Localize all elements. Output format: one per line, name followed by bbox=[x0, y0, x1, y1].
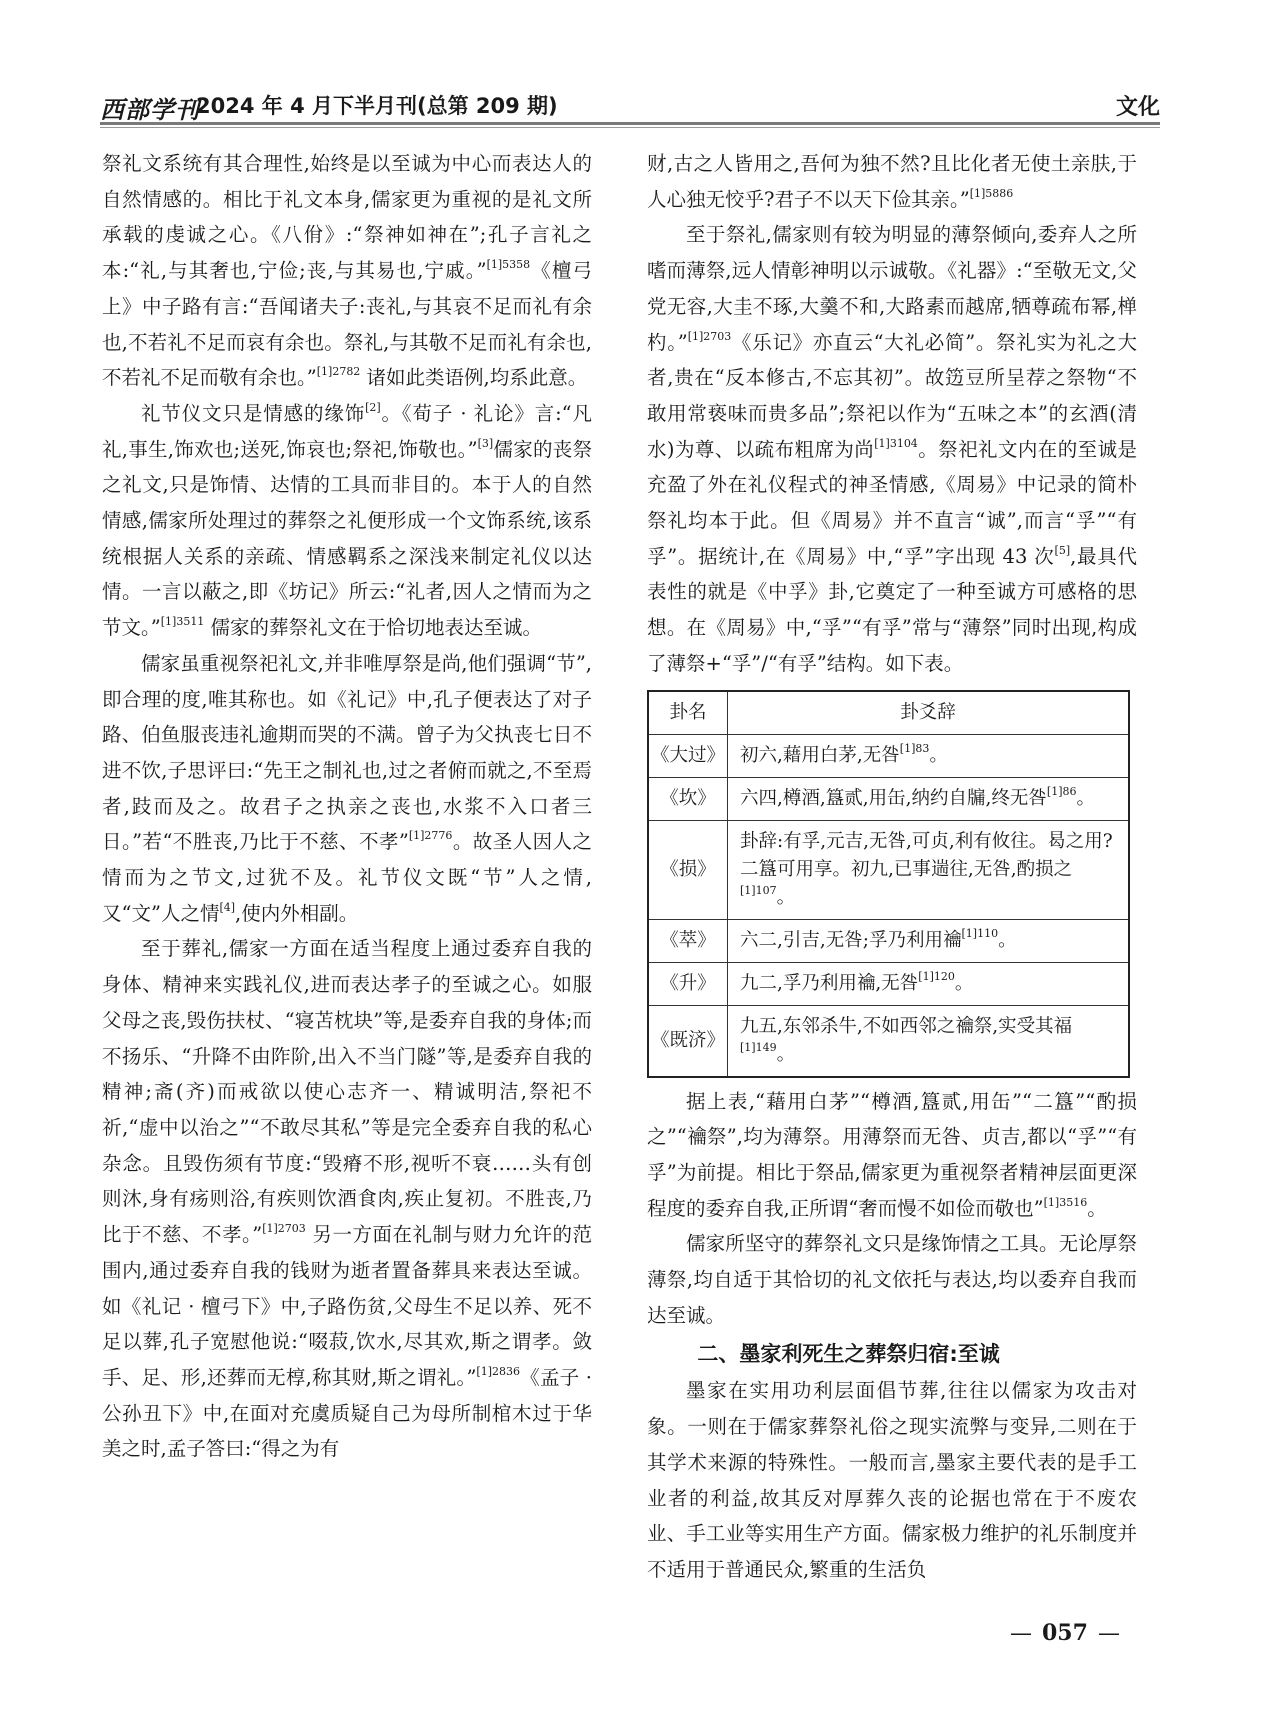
paragraph-text: 《檀弓上》中子路有言:“吾闻诸夫子:丧礼,与其哀不足而礼有余也,不若礼不足而哀有余也。祭礼,与其敬不足而礼有余也,不若礼不足而敬有余也。” bbox=[102, 259, 592, 390]
paragraph bbox=[647, 1373, 1137, 1587]
paragraph-text: 至于葬礼,儒家一方面在适当程度上通过委弃自我的身体、精神来实践礼仪,进而表达孝子的至诚之心。如服父母之丧,毁伤扶杖、“寝苫枕块”等,是委弃自我的身体;而不扬乐、“升降不由阼阶,出入不当门隧”等,是委弃自我的精神;斋(齐)而戒欲以使心志齐一、精诚明洁,祭祀不祈,“虚中以治之”“不敢尽其私”等是完全委弃自我的私心杂念。且毁伤须有节度:“毁瘠不形,视听不衰……头有创则沐,身有疡则浴,有疾则饮酒食肉,疾止复初。不胜丧,乃比于不慈、不孝。” bbox=[102, 937, 592, 1247]
header-rule-thick bbox=[100, 122, 1160, 125]
page-dash-right: — bbox=[1097, 1621, 1120, 1646]
section-name: 文化 bbox=[1115, 95, 1160, 120]
running-header bbox=[100, 84, 1160, 126]
hexagram-text-cell bbox=[728, 1005, 1129, 1077]
hexagram-text: 九五,东邻杀牛,不如西邻之禴祭,实受其福 bbox=[740, 1015, 1073, 1037]
section-heading: 二、墨家利死生之葬祭归宿:至诚 bbox=[697, 1342, 1000, 1367]
hexagram-text-cell bbox=[728, 919, 1129, 962]
paragraph-text: 儒家的葬祭礼文在于恰切地表达至诚。 bbox=[204, 616, 543, 640]
paragraph bbox=[647, 146, 1137, 217]
paragraph-text: 《乐记》亦直云“大礼必简”。祭礼实为礼之大者,贵在“反本修古,不忘其初”。故笾豆所呈荐之祭物“不敢用常亵味而贵多品”;祭祀以作为“五味之本”的玄酒(清水)为尊、以疏布粗席为尚 bbox=[647, 330, 1137, 461]
table-header-row bbox=[648, 691, 1129, 735]
punctuation: 。 bbox=[776, 886, 796, 908]
punctuation: 。 bbox=[998, 929, 1017, 951]
table-row bbox=[648, 820, 1129, 919]
citation: [1]120 bbox=[918, 969, 955, 983]
hexagram-name: 《损》 bbox=[648, 820, 728, 919]
punctuation: 。 bbox=[1076, 787, 1096, 809]
paragraph bbox=[102, 646, 592, 932]
hexagram-text: 初六,藉用白茅,无咎 bbox=[740, 744, 900, 766]
paragraph-text: 据上表,“藉用白茅”“樽酒,簋贰,用缶”“二簋”“酌损之”“禴祭”,均为薄祭。用薄祭而无咎、贞吉,都以“孚”“有孚”为前提。相比于祭品,儒家更为重视祭者精神层面更深程度的委弃自我,正所谓“奢而慢不如俭而敬也” bbox=[647, 1089, 1137, 1220]
paragraph-text: 儒家虽重视祭祀礼文,并非唯厚祭是尚,他们强调“节”,即合理的度,唯其称也。如《礼记》中,孔子便表达了对子路、伯鱼服丧违礼逾期而哭的不满。曾子为父执丧七日不进不饮,子思评曰:“先王之制礼也,过之者俯而就之,不至焉者,跂而及之。故君子之执亲之丧也,水浆不入口者三日。”若“不胜丧,乃比于不慈、不孝” bbox=[102, 651, 592, 854]
table-row bbox=[648, 734, 1129, 777]
table-row bbox=[648, 1005, 1129, 1077]
citation: [1]3104 bbox=[874, 436, 918, 450]
paragraph-text: 《孟子 · 公孙丑下》中,在面对充虞质疑自己为母所制棺木过于华美之时,孟子答曰:“得之为有 bbox=[102, 1365, 592, 1461]
punctuation: 。 bbox=[929, 744, 948, 766]
column-header-name: 卦名 bbox=[648, 691, 728, 735]
left-column bbox=[102, 146, 592, 1467]
paragraph-text: 。故圣人因人之情而为之节文,过犹不及。礼节仪文既“节”人之情,又“文”人之情 bbox=[102, 830, 592, 925]
column-header-text: 卦爻辞 bbox=[728, 691, 1129, 735]
hexagram-table bbox=[647, 690, 1130, 1078]
citation: [1]83 bbox=[899, 741, 930, 755]
hexagram-text-cell bbox=[728, 777, 1129, 820]
issue-info: 2024 年 4 月下半月刊(总第 209 期) bbox=[196, 94, 558, 118]
paragraph-text: 至于祭礼,儒家则有较为明显的薄祭倾向,委弃人之所嗜而薄祭,远人情彰神明以示诚敬。《礼器》:“至敬无文,父党无容,大圭不琢,大羹不和,大路素而越席,牺尊疏布幂,椫杓。” bbox=[647, 223, 1137, 354]
journal-logo: 西部学刊 bbox=[100, 95, 200, 124]
citation: [1]149 bbox=[740, 1040, 777, 1054]
page-number-value: 057 bbox=[1042, 1620, 1088, 1646]
hexagram-name: 《萃》 bbox=[648, 919, 728, 962]
table-row bbox=[648, 777, 1129, 820]
paragraph bbox=[647, 1226, 1137, 1333]
citation: [1]5358 bbox=[486, 258, 531, 272]
table-row bbox=[648, 962, 1129, 1005]
table-row bbox=[648, 919, 1129, 962]
citation: [1]110 bbox=[961, 926, 999, 940]
paragraph-text: 儒家所坚守的葬祭礼文只是缘饰情之工具。无论厚祭薄祭,均自适于其恰切的礼文依托与表达,均以委弃自我而达至诚。 bbox=[647, 1232, 1137, 1327]
citation: [1]3511 bbox=[160, 615, 205, 629]
hexagram-text: 六四,樽酒,簋贰,用缶,纳约自牖,终无咎 bbox=[740, 787, 1047, 809]
paragraph bbox=[102, 396, 592, 646]
hexagram-text: 卦辞:有孚,元吉,无咎,可贞,利有攸往。曷之用?二簋可用享。初九,已事遄往,无咎,酌损之 bbox=[740, 830, 1113, 880]
paragraph-text: 。祭祀礼文内在的至诚是充盈了外在礼仪程式的神圣情感,《周易》中记录的简朴祭礼均本于此。但《周易》并不直言“诚”,而言“孚”“有孚”。据统计,在《周易》中,“孚”字出现 43 次 bbox=[647, 437, 1137, 568]
citation: [1]3516 bbox=[1043, 1195, 1088, 1209]
citation: [1]2776 bbox=[408, 829, 453, 843]
citation: [1]2836 bbox=[476, 1364, 520, 1378]
paragraph bbox=[647, 1084, 1137, 1227]
paragraph-text: 财,古之人皆用之,吾何为独不然?且比化者无使土亲肤,于人心独无恔乎?君子不以天下俭其亲。” bbox=[647, 152, 1137, 211]
paragraph-text: 诸如此类语例,均系此意。 bbox=[360, 366, 588, 390]
paragraph-text: 。 bbox=[1087, 1196, 1107, 1220]
citation: [1]2782 bbox=[316, 365, 361, 379]
punctuation: 。 bbox=[954, 972, 974, 994]
hexagram-text: 九二,孚乃利用禴,无咎 bbox=[740, 972, 919, 994]
paragraph-text: 祭礼文系统有其合理性,始终是以至诚为中心而表达人的自然情感的。相比于礼文本身,儒家更为重视的是礼文所承载的虔诚之心。《八佾》:“祭神如神在”;孔子言礼之本:“礼,与其奢也,宁俭;丧,与其易也,宁戚。” bbox=[102, 152, 592, 283]
paragraph-text: 礼节仪文只是情感的缘饰 bbox=[141, 401, 366, 425]
paragraph-text: 另一方面在礼制与财力允许的范围内,通过委弃自我的钱财为逝者置备葬具来表达至诚。如《礼记 · 檀弓下》中,子路伤贫,父母生不足以养、死不足以葬,孔子宽慰他说:“啜菽,饮水,尽其欢,斯之谓孝。敛手、足、形,还葬而无椁,称其财,斯之谓礼。” bbox=[102, 1223, 592, 1389]
citation: [2] bbox=[365, 400, 381, 414]
paragraph-text: 儒家的丧祭之礼文,只是饰情、达情的工具而非目的。本于人的自然情感,儒家所处理过的葬祭之礼便形成一个文饰系统,该系统根据人关系的亲疏、情感羁系之深浅来制定礼仪以达情。一言以蔽之,即《坊记》所云:“礼者,因人之情而为之节文。” bbox=[102, 437, 592, 640]
citation: [1]5886 bbox=[969, 186, 1014, 200]
citation: [1]2703 bbox=[687, 329, 732, 343]
paragraph-text: ,最具代表性的就是《中孚》卦,它奠定了一种至诚方可感格的思想。在《周易》中,“孚”“有孚”常与“薄祭”同时出现,构成了薄祭+“孚”/“有孚”结构。如下表。 bbox=[647, 544, 1138, 675]
citation: [1]86 bbox=[1046, 784, 1077, 798]
hexagram-name: 《坎》 bbox=[648, 777, 728, 820]
citation: [4] bbox=[219, 900, 236, 914]
punctuation: 。 bbox=[776, 1043, 796, 1065]
right-column bbox=[647, 146, 1137, 1588]
citation: [3] bbox=[477, 436, 494, 450]
page-number bbox=[1000, 1620, 1130, 1646]
paragraph-text: 墨家在实用功利层面倡节葬,往往以儒家为攻击对象。一则在于儒家葬祭礼俗之现实流弊与变异,二则在于其学术来源的特殊性。一般而言,墨家主要代表的是手工业者的利益,故其反对厚葬久丧的论据也常在于不废农业、手工业等实用生产方面。儒家极力维护的礼乐制度并不适用于普通民众,繁重的生活负 bbox=[647, 1379, 1137, 1581]
paragraph-text: ,使内外相副。 bbox=[235, 901, 359, 925]
hexagram-name: 《大过》 bbox=[648, 734, 728, 777]
hexagram-text-cell bbox=[728, 962, 1129, 1005]
citation: [5] bbox=[1054, 543, 1071, 557]
page-dash-left: — bbox=[1010, 1621, 1032, 1646]
paragraph-text: 。《荀子 · 礼论》言:“凡礼,事生,饰欢也;送死,饰哀也;祭祀,饰敬也。” bbox=[102, 401, 592, 461]
citation: [1]2703 bbox=[262, 1222, 306, 1236]
citation: [1]107 bbox=[740, 883, 777, 897]
header-rule-thin bbox=[100, 127, 1160, 128]
hexagram-name: 《既济》 bbox=[648, 1005, 728, 1077]
hexagram-text: 六二,引吉,无咎;孚乃利用禴 bbox=[740, 929, 962, 951]
hexagram-name: 《升》 bbox=[648, 962, 728, 1005]
paragraph bbox=[647, 217, 1137, 681]
hexagram-text-cell bbox=[728, 734, 1129, 777]
hexagram-text-cell bbox=[728, 820, 1129, 919]
paragraph bbox=[102, 931, 592, 1467]
paragraph bbox=[102, 146, 592, 396]
